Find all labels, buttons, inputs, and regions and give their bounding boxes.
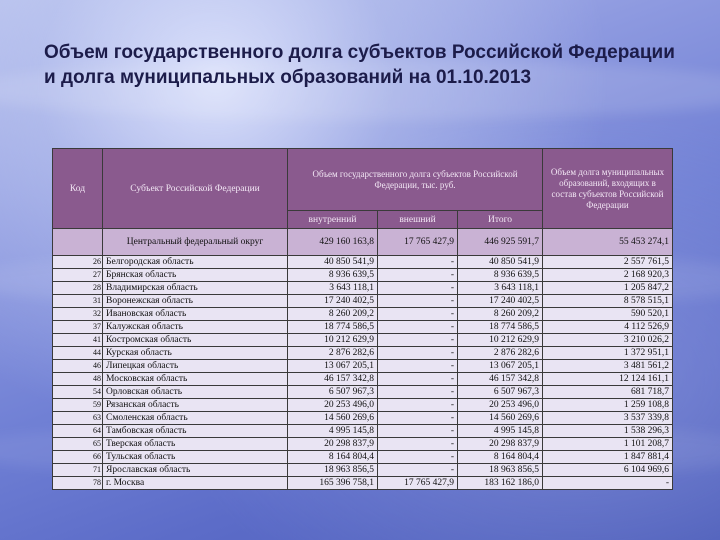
row-total: 2 876 282,6 (458, 347, 543, 360)
row-subject-name: Липецкая область (103, 360, 288, 373)
row-subject-name: Московская область (103, 373, 288, 386)
row-total: 8 164 804,4 (458, 451, 543, 464)
row-total: 8 936 639,5 (458, 269, 543, 282)
row-external: - (378, 321, 458, 334)
row-municipal: 2 168 920,3 (543, 269, 673, 282)
row-municipal: 1 205 847,2 (543, 282, 673, 295)
row-municipal: 1 372 951,1 (543, 347, 673, 360)
page-title: Объем государственного долга субъектов Российской Федерации и долга муниципальных образований на 01.10.2013 (44, 42, 675, 88)
summary-internal: 429 160 163,8 (288, 229, 378, 256)
row-subject-name: Владимирская область (103, 282, 288, 295)
header-external: внешний (378, 211, 458, 229)
row-code: 26 (53, 256, 103, 269)
row-code: 65 (53, 438, 103, 451)
row-internal: 4 995 145,8 (288, 425, 378, 438)
table-row (53, 451, 673, 464)
table-row (53, 425, 673, 438)
table-row (53, 438, 673, 451)
table-row (53, 347, 673, 360)
row-code: 41 (53, 334, 103, 347)
row-internal: 18 774 586,5 (288, 321, 378, 334)
row-code: 54 (53, 386, 103, 399)
summary-row (53, 229, 673, 256)
row-code: 66 (53, 451, 103, 464)
row-subject-name: Курская область (103, 347, 288, 360)
row-municipal: 1 101 208,7 (543, 438, 673, 451)
row-external: - (378, 373, 458, 386)
row-external: - (378, 399, 458, 412)
row-total: 14 560 269,6 (458, 412, 543, 425)
row-municipal: 590 520,1 (543, 308, 673, 321)
row-external: 17 765 427,9 (378, 477, 458, 490)
table-row (53, 360, 673, 373)
row-total: 6 507 967,3 (458, 386, 543, 399)
row-internal: 8 164 804,4 (288, 451, 378, 464)
row-total: 18 963 856,5 (458, 464, 543, 477)
row-subject-name: Ярославская область (103, 464, 288, 477)
row-code: 78 (53, 477, 103, 490)
row-internal: 6 507 967,3 (288, 386, 378, 399)
row-municipal: 1 847 881,4 (543, 451, 673, 464)
row-internal: 20 253 496,0 (288, 399, 378, 412)
row-code: 63 (53, 412, 103, 425)
row-internal: 3 643 118,1 (288, 282, 378, 295)
row-internal: 46 157 342,8 (288, 373, 378, 386)
summary-label: Центральный федеральный округ (103, 229, 288, 256)
row-code: 27 (53, 269, 103, 282)
row-subject-name: Брянская область (103, 269, 288, 282)
row-total: 18 774 586,5 (458, 321, 543, 334)
row-subject-name: Тверская область (103, 438, 288, 451)
table-row (53, 321, 673, 334)
row-subject-name: Калужская область (103, 321, 288, 334)
row-subject-name: Ивановская область (103, 308, 288, 321)
table-row (53, 399, 673, 412)
row-total: 183 162 186,0 (458, 477, 543, 490)
row-subject-name: Тульская область (103, 451, 288, 464)
row-municipal: 1 538 296,3 (543, 425, 673, 438)
row-code: 46 (53, 360, 103, 373)
row-internal: 14 560 269,6 (288, 412, 378, 425)
row-municipal: 8 578 515,1 (543, 295, 673, 308)
row-internal: 8 936 639,5 (288, 269, 378, 282)
row-internal: 10 212 629,9 (288, 334, 378, 347)
row-external: - (378, 256, 458, 269)
row-municipal: 6 104 969,6 (543, 464, 673, 477)
row-subject-name: Смоленская область (103, 412, 288, 425)
row-external: - (378, 360, 458, 373)
row-external: - (378, 269, 458, 282)
summary-external: 17 765 427,9 (378, 229, 458, 256)
row-municipal: 3 481 561,2 (543, 360, 673, 373)
row-internal: 18 963 856,5 (288, 464, 378, 477)
row-external: - (378, 282, 458, 295)
row-subject-name: Тамбовская область (103, 425, 288, 438)
row-total: 40 850 541,9 (458, 256, 543, 269)
header-subject: Субъект Российской Федерации (103, 149, 288, 229)
row-code: 59 (53, 399, 103, 412)
header-municipal: Объем долга муниципальных образований, входящих в состав субъектов Российской Федерации (543, 149, 673, 229)
table-row (53, 269, 673, 282)
row-internal: 17 240 402,5 (288, 295, 378, 308)
row-total: 17 240 402,5 (458, 295, 543, 308)
row-internal: 8 260 209,2 (288, 308, 378, 321)
row-external: - (378, 425, 458, 438)
table-row (53, 386, 673, 399)
debt-table (52, 148, 673, 490)
summary-total: 446 925 591,7 (458, 229, 543, 256)
header-group: Объем государственного долга субъектов Российской Федерации, тыс. руб. (288, 149, 543, 211)
row-code: 44 (53, 347, 103, 360)
row-total: 8 260 209,2 (458, 308, 543, 321)
row-municipal: 4 112 526,9 (543, 321, 673, 334)
row-subject-name: Орловская область (103, 386, 288, 399)
row-total: 20 253 496,0 (458, 399, 543, 412)
table-row (53, 412, 673, 425)
row-total: 10 212 629,9 (458, 334, 543, 347)
row-subject-name: г. Москва (103, 477, 288, 490)
row-subject-name: Воронежская область (103, 295, 288, 308)
row-code: 32 (53, 308, 103, 321)
table-row (53, 295, 673, 308)
row-external: - (378, 308, 458, 321)
row-total: 4 995 145,8 (458, 425, 543, 438)
table-body (53, 256, 673, 490)
row-total: 3 643 118,1 (458, 282, 543, 295)
row-code: 64 (53, 425, 103, 438)
row-code: 31 (53, 295, 103, 308)
table-row (53, 464, 673, 477)
row-external: - (378, 438, 458, 451)
header-code: Код (53, 149, 103, 229)
row-code: 48 (53, 373, 103, 386)
row-code: 37 (53, 321, 103, 334)
row-municipal: 1 259 108,8 (543, 399, 673, 412)
row-subject-name: Костромская область (103, 334, 288, 347)
row-total: 13 067 205,1 (458, 360, 543, 373)
row-subject-name: Рязанская область (103, 399, 288, 412)
table-row (53, 373, 673, 386)
table-row (53, 308, 673, 321)
summary-municipal: 55 453 274,1 (543, 229, 673, 256)
row-external: - (378, 412, 458, 425)
row-total: 46 157 342,8 (458, 373, 543, 386)
table-row (53, 282, 673, 295)
row-external: - (378, 464, 458, 477)
row-municipal: 3 210 026,2 (543, 334, 673, 347)
row-internal: 13 067 205,1 (288, 360, 378, 373)
row-internal: 165 396 758,1 (288, 477, 378, 490)
row-municipal: - (543, 477, 673, 490)
table-row (53, 477, 673, 490)
debt-table-container (52, 148, 673, 490)
table-row (53, 334, 673, 347)
row-external: - (378, 334, 458, 347)
header-internal: внутренний (288, 211, 378, 229)
row-external: - (378, 347, 458, 360)
table-row (53, 256, 673, 269)
row-municipal: 2 557 761,5 (543, 256, 673, 269)
row-code: 28 (53, 282, 103, 295)
row-municipal: 12 124 161,1 (543, 373, 673, 386)
row-internal: 40 850 541,9 (288, 256, 378, 269)
row-municipal: 681 718,7 (543, 386, 673, 399)
row-external: - (378, 451, 458, 464)
row-internal: 2 876 282,6 (288, 347, 378, 360)
row-external: - (378, 386, 458, 399)
row-total: 20 298 837,9 (458, 438, 543, 451)
row-code: 71 (53, 464, 103, 477)
row-municipal: 3 537 339,8 (543, 412, 673, 425)
row-external: - (378, 295, 458, 308)
row-subject-name: Белгородская область (103, 256, 288, 269)
row-internal: 20 298 837,9 (288, 438, 378, 451)
header-total: Итого (458, 211, 543, 229)
